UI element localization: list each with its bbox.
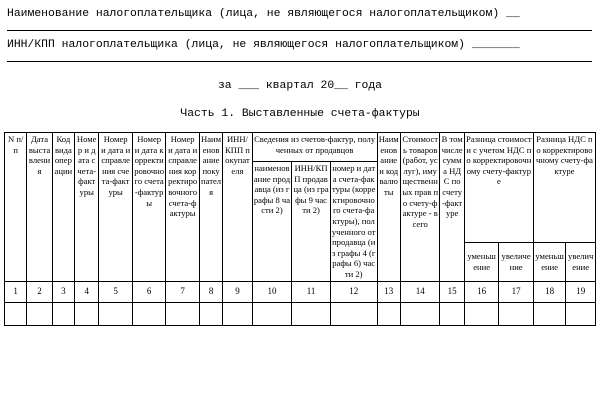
header-col-12: номер и дата счета-фактуры (корректировочного счета-фактуры), полученного от продавца (из графы 4 (графы 6) части 2) <box>330 162 377 282</box>
empty-cell <box>199 302 222 325</box>
inn-kpp-label: ИНН/КПП налогоплательщика (лица, не являющегося налогоплательщиком) _______ <box>7 39 520 51</box>
invoices-table <box>4 132 596 326</box>
empty-cell <box>292 302 331 325</box>
empty-cell <box>166 302 200 325</box>
column-number: 16 <box>464 281 499 302</box>
header-col-7: Номер и дата исправления корректировочного счета-фактуры <box>166 133 200 282</box>
empty-cell <box>99 302 133 325</box>
header-col-11: ИНН/КПП продавца (из графы 9 части 2) <box>292 162 331 282</box>
header-col-8: Наименование покупателя <box>199 133 222 282</box>
taxpayer-name-label: Наименование налогоплательщика (лица, не являющегося налогоплательщиком) __ <box>7 8 520 20</box>
header-group-seller: Сведения из счетов-фактур, полученных от продавцов <box>252 133 377 162</box>
header-col-14: Стоимость товаров (работ, услуг), имущественных прав по счету-фактуре - всего <box>400 133 440 282</box>
column-number: 10 <box>252 281 292 302</box>
empty-cell <box>132 302 166 325</box>
column-number: 2 <box>27 281 52 302</box>
empty-cell <box>464 302 499 325</box>
column-number: 8 <box>199 281 222 302</box>
empty-cell <box>252 302 292 325</box>
header-col-15: В том числе сумма НДС по счету-фактуре <box>440 133 464 282</box>
column-number: 12 <box>330 281 377 302</box>
header-col-10: наименование продавца (из графы 8 части 2) <box>252 162 292 282</box>
column-number: 6 <box>132 281 166 302</box>
header-col-17: увеличение <box>499 242 534 281</box>
column-number: 17 <box>499 281 534 302</box>
header-col-19: увеличение <box>566 242 596 281</box>
column-number: 15 <box>440 281 464 302</box>
header-col-18: уменьшение <box>533 242 565 281</box>
header-group-diff-vat: Разница НДС по корректировочному счету-фактуре <box>533 133 595 243</box>
empty-cell <box>440 302 464 325</box>
taxpayer-name-blank-line <box>7 30 592 31</box>
empty-cell <box>533 302 565 325</box>
header-col-6: Номер и дата корректировочного счета-фактуры <box>132 133 166 282</box>
empty-cell <box>52 302 74 325</box>
empty-cell <box>330 302 377 325</box>
empty-cell <box>75 302 99 325</box>
header-col-16: уменьшение <box>464 242 499 281</box>
empty-cell <box>566 302 596 325</box>
column-number: 14 <box>400 281 440 302</box>
header-col-5: Номер и дата исправления счета-фактуры <box>99 133 133 282</box>
column-number: 18 <box>533 281 565 302</box>
empty-cell <box>223 302 252 325</box>
header-col-1: N п/п <box>5 133 27 282</box>
column-number: 4 <box>75 281 99 302</box>
header-col-9: ИНН/КПП покупателя <box>223 133 252 282</box>
part-title: Часть 1. Выставленные счета-фактуры <box>180 108 420 120</box>
header-group-diff-cost: Разница стоимости с учетом НДС по корректировочному счету-фактуре <box>464 133 533 243</box>
empty-cell <box>377 302 400 325</box>
column-number: 3 <box>52 281 74 302</box>
column-number: 1 <box>5 281 27 302</box>
column-number: 11 <box>292 281 331 302</box>
column-number: 13 <box>377 281 400 302</box>
column-number: 7 <box>166 281 200 302</box>
empty-cell <box>27 302 52 325</box>
column-number: 19 <box>566 281 596 302</box>
header-col-3: Код вида операции <box>52 133 74 282</box>
empty-cell <box>499 302 534 325</box>
column-number: 9 <box>223 281 252 302</box>
column-number: 5 <box>99 281 133 302</box>
table-row <box>5 302 596 325</box>
reporting-period-line: за ___ квартал 20__ года <box>217 80 383 92</box>
header-col-2: Дата выставления <box>27 133 52 282</box>
header-col-13: Наименование и код валюты <box>377 133 400 282</box>
empty-cell <box>5 302 27 325</box>
inn-kpp-blank-line <box>7 61 592 62</box>
empty-cell <box>400 302 440 325</box>
header-col-4: Номер и дата счета-фактуры <box>75 133 99 282</box>
